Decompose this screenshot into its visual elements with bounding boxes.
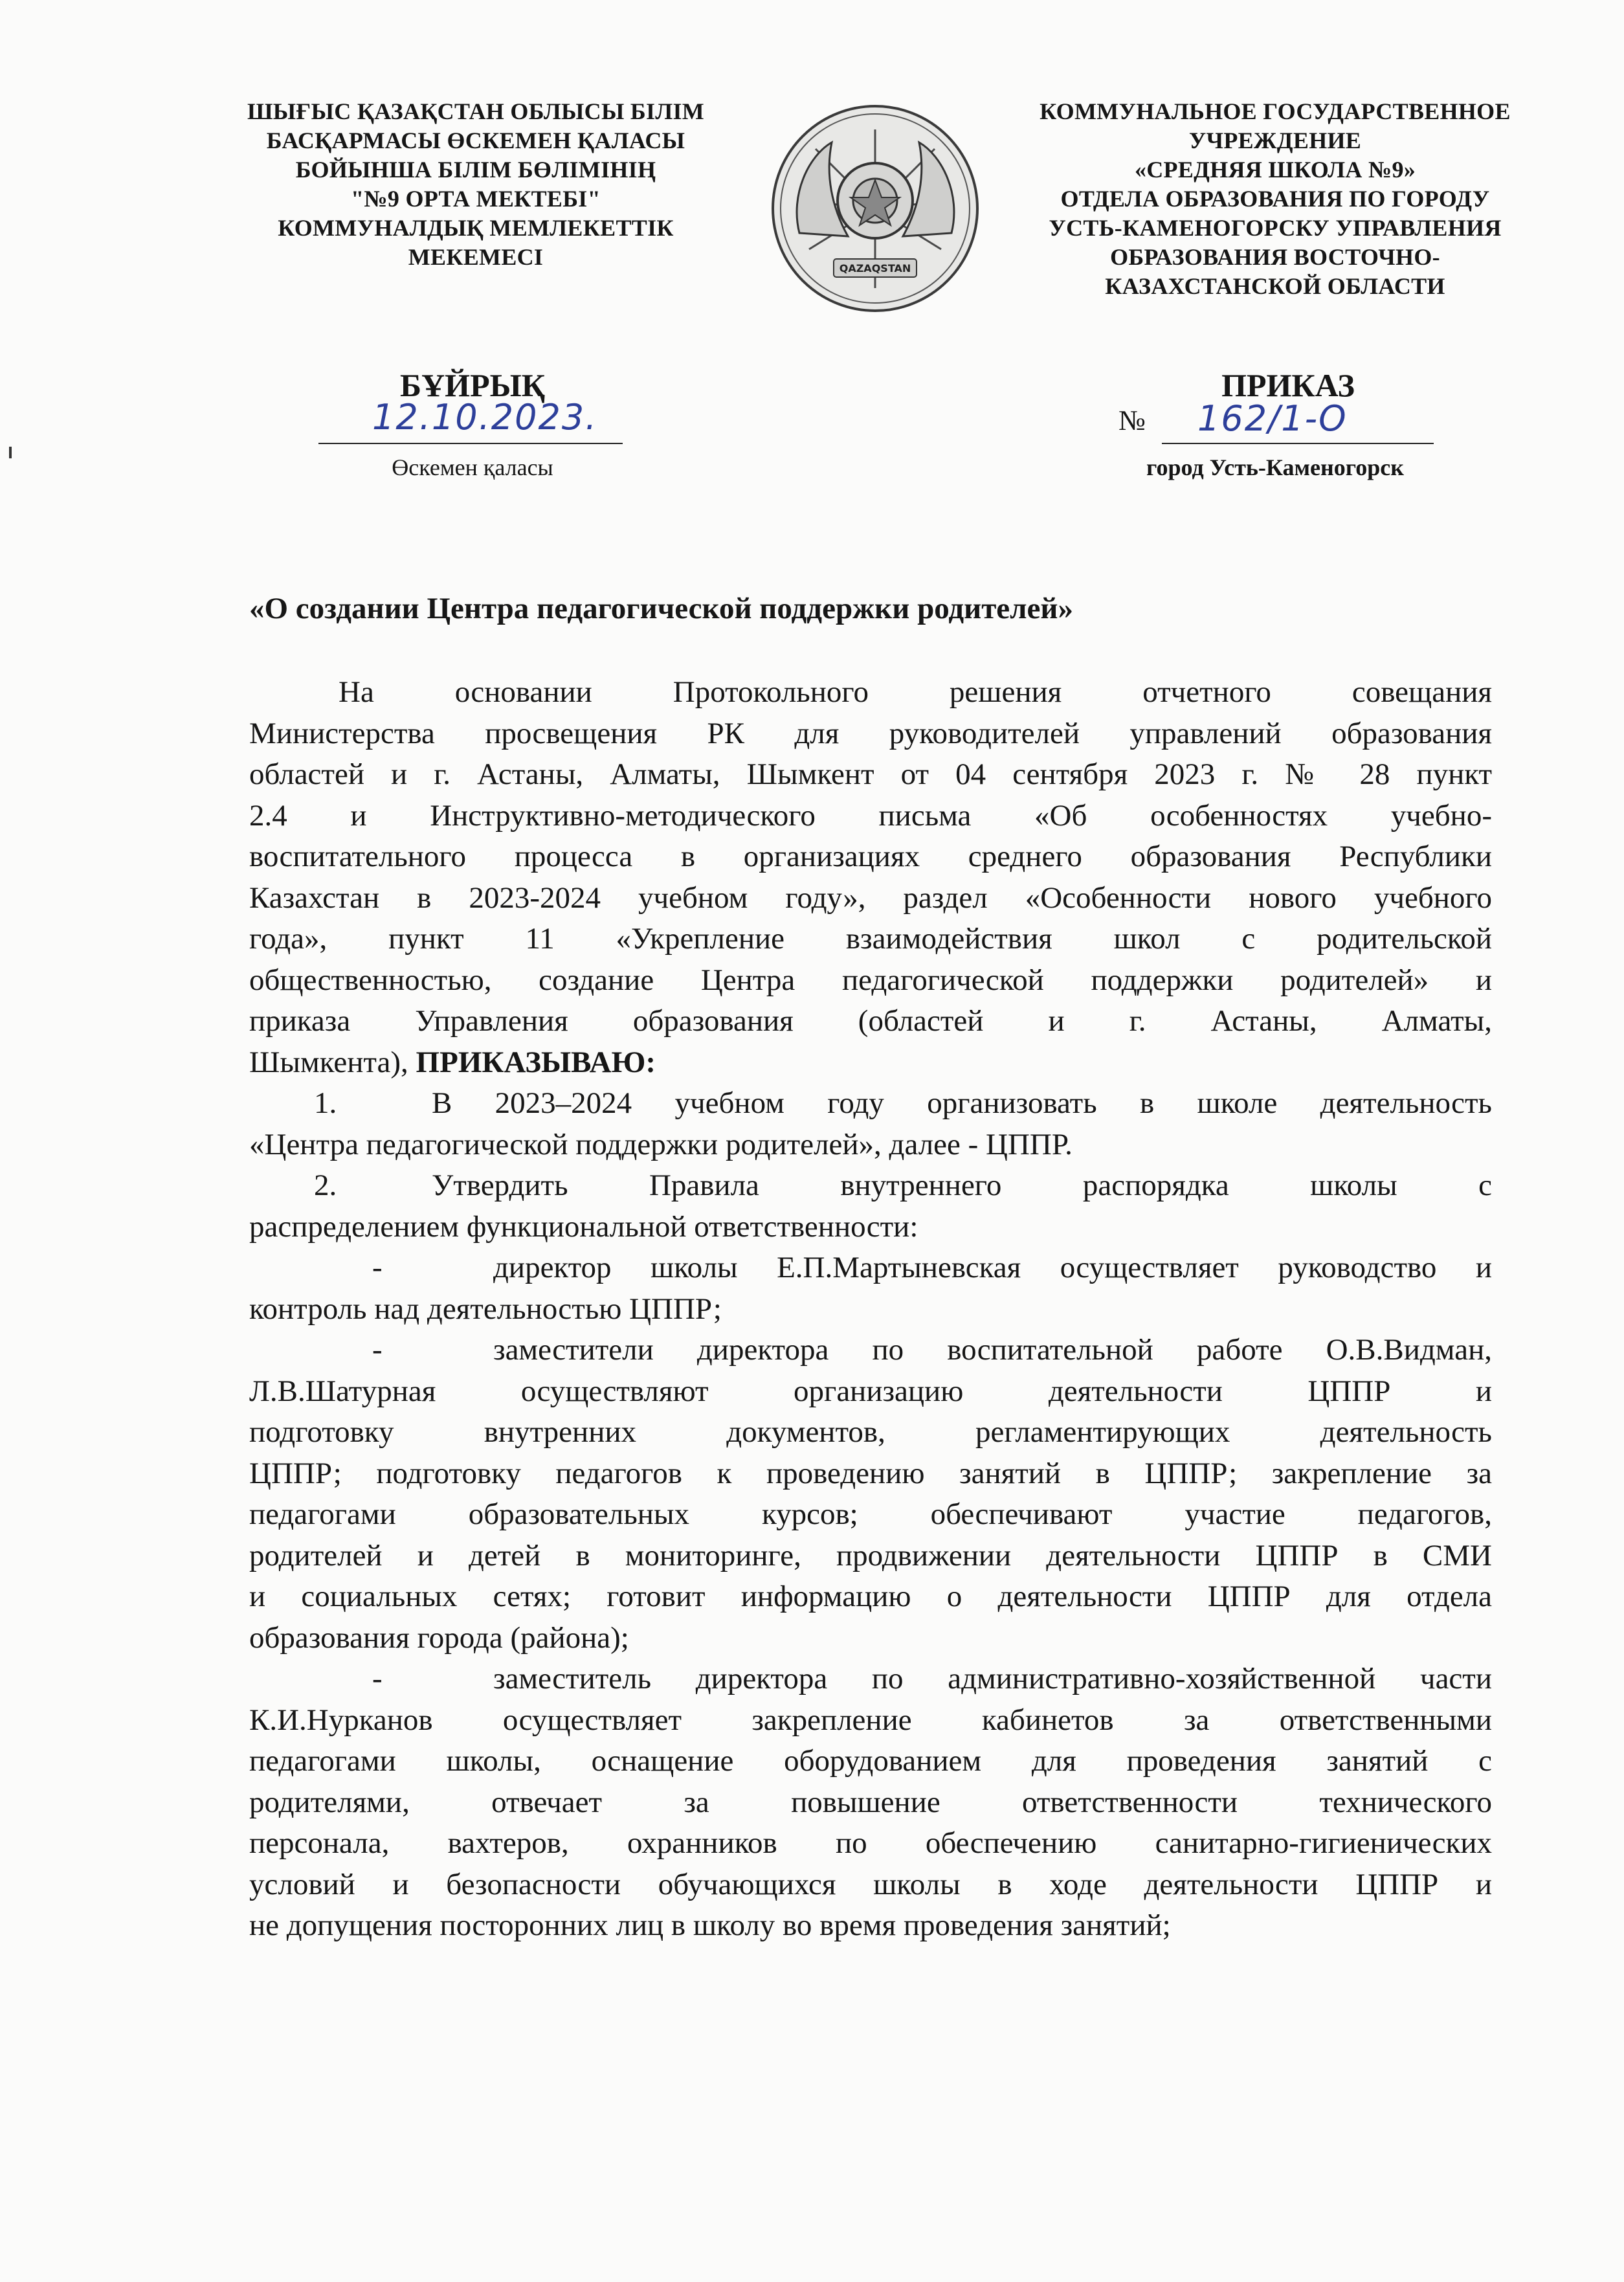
sub-item-text: директор школы Е.П.Мартыневская осуществляет руководство и — [493, 1251, 1492, 1284]
sub-item-text-line: персонала, вахтеров, охранников по обеспечению санитарно-гигиенических — [249, 1826, 1492, 1860]
sub-item-2 — [249, 1330, 1492, 1371]
paragraph-line: На основании Протокольного решения отчетного совещания — [339, 675, 1492, 709]
order-title-ru: ПРИКАЗ — [1221, 367, 1355, 403]
paragraph-line: приказа Управления образования (областей и г. Астаны, Алматы, — [249, 1004, 1492, 1038]
sub-item-text-line: педагогами образовательных курсов; обеспечивают участие педагогов, — [249, 1497, 1492, 1531]
header-right-line: «СРЕДНЯЯ ШКОЛА №9» — [1134, 157, 1416, 183]
order-title-kz: БҰЙРЫҚ — [400, 367, 545, 403]
state-emblem-icon — [770, 104, 981, 314]
order-verb: ПРИКАЗЫВАЮ: — [416, 1045, 656, 1079]
item-number: 2. — [314, 1169, 337, 1202]
sub-item-text-line: условий и безопасности обучающихся школы в ходе деятельности ЦППР и — [249, 1867, 1492, 1901]
sub-item-text-line: родителями, отвечает за повышение ответственности технического — [249, 1785, 1492, 1819]
list-item-1 — [249, 1083, 1492, 1124]
header-left-line: БОЙЫНША БІЛІМ БӨЛІМІНІҢ — [295, 157, 656, 183]
document-title: «О создании Центра педагогической поддержки родителей» — [249, 592, 1073, 625]
paragraph-line: года», пункт 11 «Укрепление взаимодействия школ с родительской — [249, 922, 1492, 956]
item-text-line: «Центра педагогической поддержки родителей», далее - ЦППР. — [249, 1127, 1073, 1161]
sub-item-text-line: педагогами школы, оснащение оборудованием для проведения занятий с — [249, 1744, 1492, 1778]
sub-item-text: заместитель директора по административно-хозяйственной части — [493, 1662, 1492, 1695]
header-right-line: КАЗАХСТАНСКОЙ ОБЛАСТИ — [1105, 273, 1445, 299]
item-text-line: распределением функциональной ответственности: — [249, 1209, 918, 1244]
paragraph-line: воспитательного процесса в организациях среднего образования Республики — [249, 840, 1492, 873]
order-number-handwritten: 162/1-О — [1197, 398, 1348, 439]
sub-item-text-line: и социальных сетях; готовит информацию о деятельности ЦППР для отдела — [249, 1580, 1492, 1613]
document-body — [249, 672, 1492, 1947]
number-underline — [1162, 443, 1434, 444]
paragraph-line: Казахстан в 2023-2024 учебном году», раздел «Особенности нового учебного — [249, 880, 1492, 915]
sub-item-text-line: образования города (района); — [249, 1620, 629, 1655]
list-item-2 — [249, 1165, 1492, 1207]
paragraph-line: областей и г. Астаны, Алматы, Шымкент от 04 сентября 2023 г. № 28 пункт — [249, 757, 1492, 791]
sub-item-text-line: Л.В.Шатурная осуществляют организацию деятельности ЦППР и — [249, 1374, 1492, 1408]
paragraph-last-line — [249, 1042, 1492, 1084]
header-right-line: УЧРЕЖДЕНИЕ — [1188, 128, 1362, 153]
item-text: В 2023–2024 учебном году организовать в школе деятельность — [432, 1086, 1492, 1120]
paragraph-line: общественностью, создание Центра педагогической поддержки родителей» и — [249, 963, 1492, 997]
sub-item-text-line: ЦППР; подготовку педагогов к проведению занятий в ЦППР; закрепление за — [249, 1456, 1492, 1490]
header-right-ru — [990, 97, 1560, 301]
sub-item-text-line: контроль над деятельностью ЦППР; — [249, 1292, 722, 1326]
header-left-line: ШЫҒЫС ҚАЗАҚСТАН ОБЛЫСЫ БІЛІМ — [247, 98, 705, 124]
city-kz: Өскемен қаласы — [392, 454, 553, 480]
header-left-line: МЕКЕМЕСІ — [408, 244, 544, 270]
sub-item-text-line: не допущения посторонних лиц в школу во время проведения занятий; — [249, 1908, 1171, 1942]
item-text: Утвердить Правила внутреннего распорядка школы с — [432, 1169, 1492, 1202]
paragraph-line: 2.4 и Инструктивно-методического письма «Об особенностях учебно- — [249, 798, 1492, 833]
emblem-text: QAZAQSTAN — [839, 262, 911, 274]
order-date-handwritten: 12.10.2023. — [372, 397, 598, 438]
sub-item-text: заместители директора по воспитательной работе О.В.Видман, — [493, 1333, 1492, 1367]
sub-item-marker: - — [372, 1662, 383, 1695]
paragraph-line: Министерства просвещения РК для руководителей управлений образования — [249, 716, 1492, 750]
header-right-line: ОБРАЗОВАНИЯ ВОСТОЧНО- — [1110, 244, 1440, 270]
date-underline — [318, 443, 623, 444]
paragraph-last-text: Шымкента), — [249, 1045, 408, 1079]
sub-item-1 — [249, 1247, 1492, 1289]
header-right-line: УСТЬ-КАМЕНОГОРСКУ УПРАВЛЕНИЯ — [1049, 215, 1502, 241]
city-ru: город Усть-Каменогорск — [1146, 454, 1404, 480]
scan-mark — [9, 447, 12, 458]
header-left-line: БАСҚАРМАСЫ ӨСКЕМЕН ҚАЛАСЫ — [266, 128, 685, 153]
sub-item-text-line: К.И.Нурканов осуществляет закрепление кабинетов за ответственными — [249, 1703, 1492, 1737]
number-sign: № — [1118, 405, 1146, 436]
header-right-line: ОТДЕЛА ОБРАЗОВАНИЯ ПО ГОРОДУ — [1060, 186, 1490, 212]
sub-item-marker: - — [372, 1333, 383, 1367]
sub-item-text-line: родителей и детей в мониторинге, продвижении деятельности ЦППР в СМИ — [249, 1538, 1492, 1572]
sub-item-text-line: подготовку внутренних документов, регламентирующих деятельность — [249, 1415, 1492, 1449]
item-number: 1. — [314, 1086, 337, 1120]
header-left-kz — [194, 97, 757, 272]
sub-item-marker: - — [372, 1251, 383, 1284]
header-right-line: КОММУНАЛЬНОЕ ГОСУДАРСТВЕННОЕ — [1040, 98, 1511, 124]
header-left-line: КОММУНАЛДЫҚ МЕМЛЕКЕТТІК — [278, 215, 674, 241]
header-left-line: "№9 ОРТА МЕКТЕБІ" — [351, 186, 601, 212]
sub-item-3 — [249, 1659, 1492, 1700]
